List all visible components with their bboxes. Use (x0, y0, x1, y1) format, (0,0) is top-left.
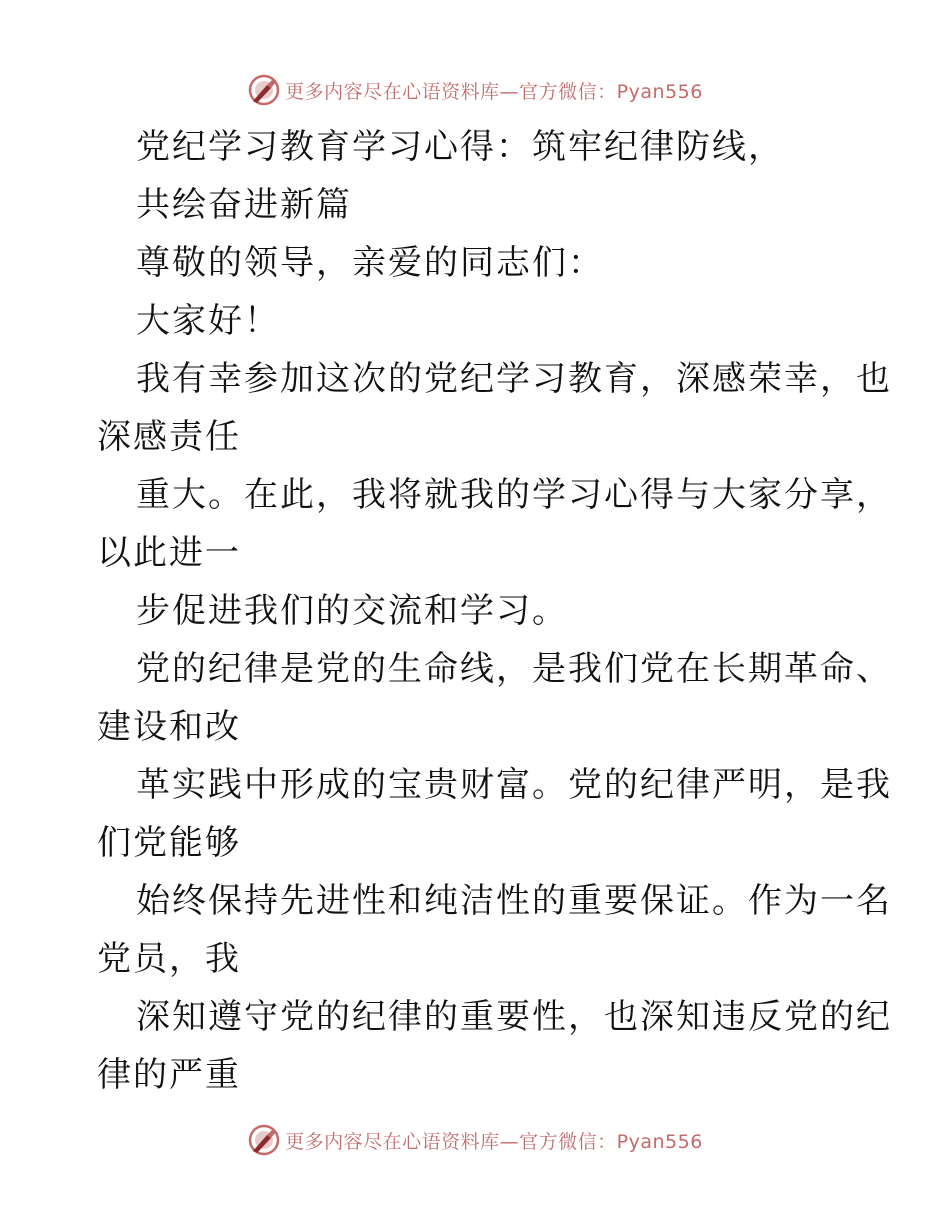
header-watermark (0, 70, 950, 110)
watermark-text: 更多内容尽在心语资料库—官方微信：Pyan556 (285, 1130, 703, 1153)
title-line-1: 党纪学习教育学习心得：筑牢纪律防线， (136, 127, 784, 167)
title-line-2: 共绘奋进新篇 (136, 185, 352, 225)
paragraph-line: 我有幸参加这次的党纪学习教育，深感荣幸，也 (136, 359, 892, 399)
paragraph-line: 律的严重 (97, 1055, 241, 1095)
footer-watermark (0, 1120, 950, 1160)
paragraph-line: 重大。在此，我将就我的学习心得与大家分享， (136, 475, 892, 515)
paragraph-line: 党员，我 (97, 939, 241, 979)
pen-circle-logo-icon (247, 1123, 281, 1157)
paragraph-line: 建设和改 (97, 707, 241, 747)
paragraph-line: 党的纪律是党的生命线，是我们党在长期革命、 (136, 649, 892, 689)
paragraph-line: 们党能够 (97, 823, 241, 863)
paragraph-line: 始终保持先进性和纯洁性的重要保证。作为一名 (136, 881, 892, 921)
greeting: 大家好！ (136, 301, 280, 341)
watermark-text: 更多内容尽在心语资料库—官方微信：Pyan556 (285, 80, 703, 103)
paragraph-line: 深感责任 (97, 417, 241, 457)
paragraph-line: 深知遵守党的纪律的重要性，也深知违反党的纪 (136, 997, 892, 1037)
paragraph-line: 以此进一 (97, 533, 241, 573)
pen-circle-logo-icon (247, 73, 281, 107)
salutation: 尊敬的领导，亲爱的同志们： (136, 243, 604, 283)
paragraph-line: 步促进我们的交流和学习。 (136, 591, 568, 631)
document-body (97, 118, 892, 1104)
paragraph-line: 革实践中形成的宝贵财富。党的纪律严明，是我 (136, 765, 892, 805)
